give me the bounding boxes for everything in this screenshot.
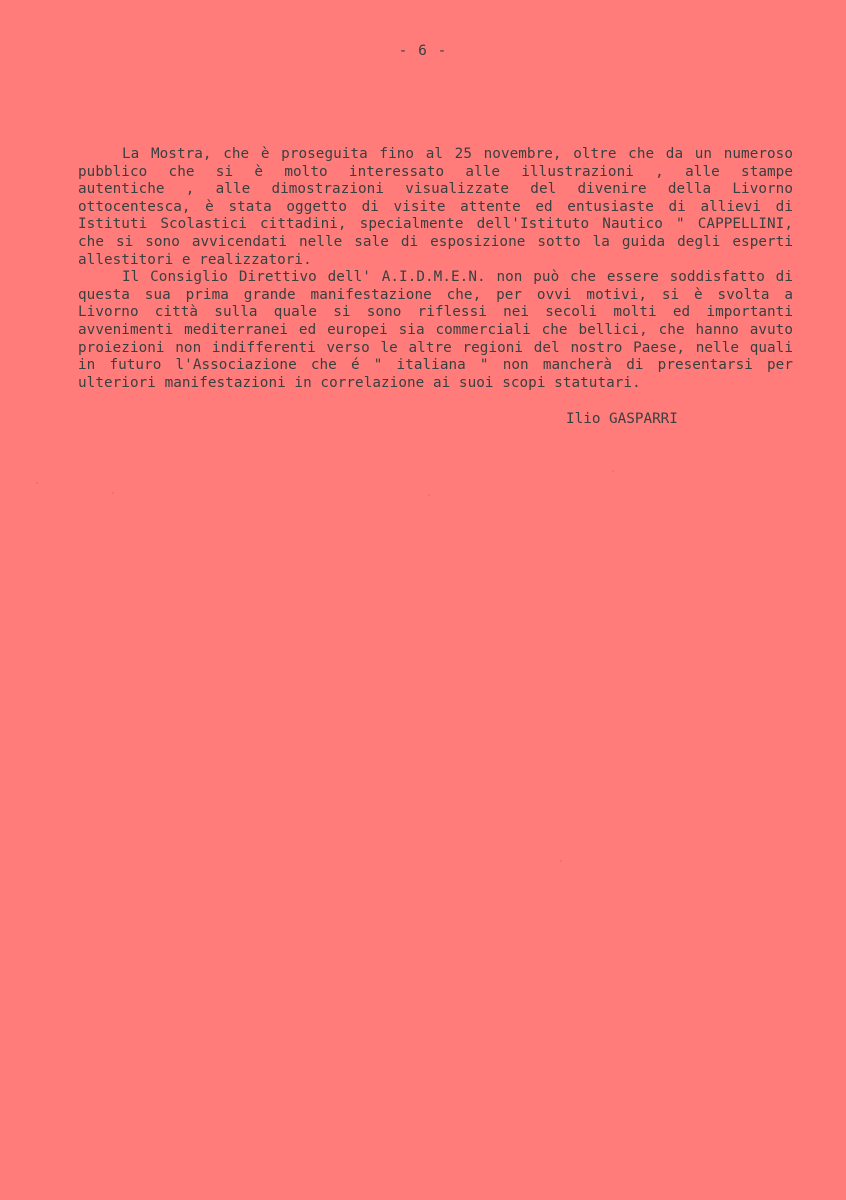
- paragraph-line: proiezioni non indifferenti verso le altre regioni del nostro Paese, nelle quali: [78, 339, 793, 356]
- scan-speck: [612, 470, 614, 472]
- paragraph-line: autentiche , alle dimostrazioni visualizzate del divenire della Livorno: [78, 181, 793, 198]
- paragraph-line: Il Consiglio Direttivo dell' A.I.D.M.E.N. non può che essere soddisfatto di: [122, 269, 793, 286]
- paragraph-line: ottocentesca, è stata oggetto di visite attente ed entusiaste di allievi di: [78, 198, 793, 215]
- scan-speck: [36, 482, 38, 484]
- paragraph-line: che si sono avvicendati nelle sale di esposizione sotto la guida degli esperti: [78, 233, 793, 250]
- paragraph-line: questa sua prima grande manifestazione che, per ovvi motivi, si è svolta a: [78, 286, 793, 303]
- paragraph-line: avvenimenti mediterranei ed europei sia commerciali che bellici, che hanno avuto: [78, 321, 793, 338]
- page-number: - 6 -: [398, 43, 448, 59]
- signature: Ilio GASPARRI: [566, 411, 678, 427]
- body-text: [78, 146, 793, 392]
- paragraph-line: ulteriori manifestazioni in correlazione ai suoi scopi statutari.: [78, 374, 641, 391]
- paragraph-line: La Mostra, che è proseguita fino al 25 novembre, oltre che da un numeroso: [122, 146, 793, 162]
- paragraph-consiglio: [78, 269, 793, 392]
- scan-speck: [560, 860, 562, 862]
- scan-speck: [428, 494, 430, 496]
- scan-speck: [112, 492, 114, 494]
- paragraph-line: pubblico che si è molto interessato alle illustrazioni , alle stampe: [78, 163, 793, 180]
- paragraph-line: allestitori e realizzatori.: [78, 251, 312, 268]
- paragraph-line: Livorno città sulla quale si sono riflessi nei secoli molti ed importanti: [78, 304, 793, 321]
- paragraph-line: in futuro l'Associazione che é " italiana " non mancherà di presentarsi per: [78, 357, 793, 374]
- paragraph-mostra: [78, 146, 793, 269]
- paragraph-line: Istituti Scolastici cittadini, specialmente dell'Istituto Nautico " CAPPELLINI,: [78, 216, 793, 233]
